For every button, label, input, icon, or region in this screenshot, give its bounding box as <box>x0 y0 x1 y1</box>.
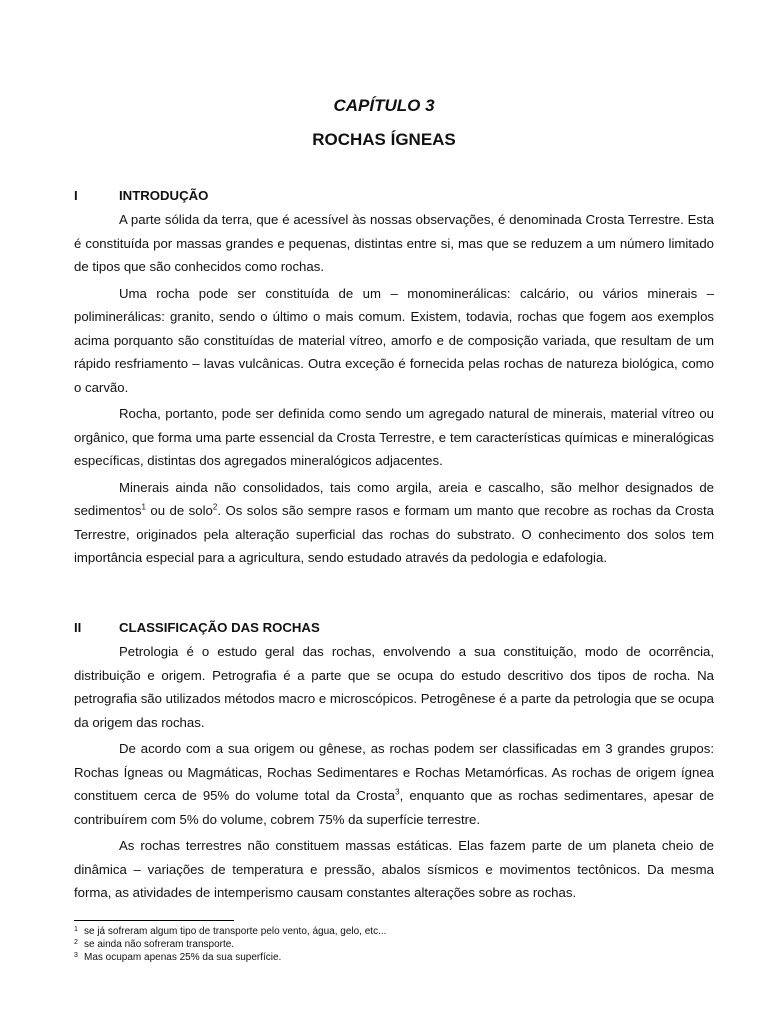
footnote-ref: 2 <box>212 502 218 512</box>
section-number: II <box>74 620 82 635</box>
section-classificacao <box>74 616 714 908</box>
paragraph: As rochas terrestres não constituem massas estáticas. Elas fazem parte de um planeta cheio de dinâmica – variações de temperatura e pressão, abalos sísmicos e movimentos tectônicos. Da mesma forma, as atividades de intemperismo causam constantes alterações sobre as rochas. <box>74 838 714 900</box>
footnote-separator <box>74 920 234 921</box>
chapter-title: ROCHAS ÍGNEAS <box>312 130 456 149</box>
paragraph: Uma rocha pode ser constituída de um – monominerálicas: calcário, ou vários minerais – poliminerálicas: granito, sendo o último o mais comum. Existem, todavia, rochas que fogem aos exemplos acima porquanto são constituídas de material vítreo, amorfo e de composição variada, que resultam de um rápido resfriamento – lavas vulcânicas. Outra exceção é fornecida pelas rochas de natureza biológica, como o carvão. <box>74 285 714 395</box>
paragraph <box>74 737 714 831</box>
footnote-text: Mas ocupam apenas 25% da sua superfície. <box>84 952 282 963</box>
footnote <box>74 951 714 964</box>
footnote-ref: 1 <box>141 502 146 512</box>
text-run: Minerais ainda não consolidados, tais como argila, areia e cascalho, são melhor designados de sedimentos <box>74 479 714 518</box>
footnotes <box>74 925 714 964</box>
section-number: I <box>74 188 78 203</box>
footnote-ref: 3 <box>395 787 400 797</box>
text-run: . Os solos são sempre rasos e formam um manto que recobre as rochas da Crosta Terrestre, originados pela alteração superficial das rochas do substrato. O conhecimento dos solos tem importância especial para a agricultura, sendo estudado através da pedologia e edafologia. <box>74 503 714 565</box>
section-title: INTRODUÇÃO <box>119 188 209 203</box>
section-introducao <box>74 184 714 573</box>
text-run: , enquanto que as rochas sedimentares, apesar de contribuírem com 5% do volume, cobrem 75% da superfície terrestre. <box>74 788 714 827</box>
paragraph: A parte sólida da terra, que é acessível às nossas observações, é denominada Crosta Terrestre. Esta é constituída por massas grandes e pequenas, distintas entre si, mas que se reduzem a um número limitado de tipos que são conhecidos como rochas. <box>74 212 714 274</box>
paragraph: Petrologia é o estudo geral das rochas, envolvendo a sua constituição, modo de ocorrência, distribuição e origem. Petrografia é a parte que se ocupa do estudo descritivo dos tipos de rocha. Na petrografia são utilizados métodos macro e microscópicos. Petrogênese é a parte da petrologia que se ocupa da origem das rochas. <box>74 644 714 730</box>
section-heading <box>74 184 714 208</box>
footnote-text: se já sofreram algum tipo de transporte pelo vento, água, gelo, etc... <box>84 926 387 937</box>
paragraph: Rocha, portanto, pode ser definida como sendo um agregado natural de minerais, material vítreo ou orgânico, que forma uma parte essencial da Crosta Terrestre, e tem características químicas e mineralógicas específicas, distintas dos agregados mineralógicos adjacentes. <box>74 406 714 468</box>
footnote-mark: 3 <box>74 952 78 959</box>
text-run: ou de solo <box>145 503 213 518</box>
footnote-text: se ainda não sofreram transporte. <box>84 939 235 950</box>
section-heading <box>74 616 714 640</box>
section-title: CLASSIFICAÇÃO DAS ROCHAS <box>119 620 320 635</box>
footnote-mark: 2 <box>74 939 78 946</box>
footnote <box>74 925 714 938</box>
text-run: De acordo com a sua origem ou gênese, as rochas podem ser classificadas em 3 grandes grupos: Rochas Ígneas ou Magmáticas, Rochas Sedimentares e Rochas Metamórficas. As rochas de origem ígnea constituem cerca de 95% do volume total da Crosta <box>74 741 714 803</box>
footnote <box>74 938 714 951</box>
paragraph <box>74 476 714 570</box>
footnote-mark: 1 <box>74 926 78 933</box>
chapter-label: CAPÍTULO 3 <box>333 96 435 115</box>
